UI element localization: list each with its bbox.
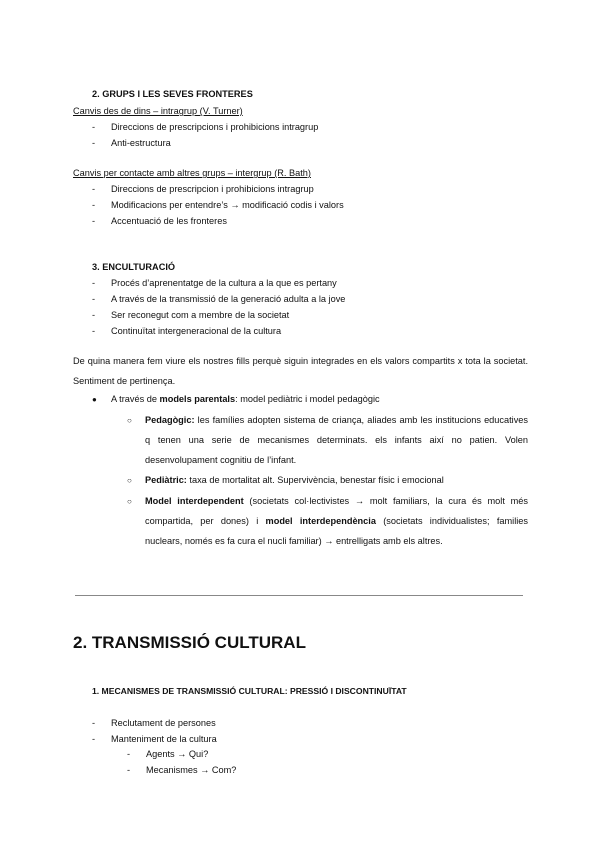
list-item-text: Reclutament de persones (111, 718, 216, 728)
circle-bullet-icon: ○ (127, 476, 132, 485)
dash-marker: - (127, 765, 131, 775)
sub-item-pediatric (145, 470, 528, 490)
list-item-text: Continuïtat intergeneracional de la cultura (111, 326, 282, 336)
section-heading-grups: 2. GRUPS I LES SEVES FRONTERES (92, 89, 253, 99)
list-item-text: Manteniment de la cultura (111, 734, 217, 744)
divider (75, 595, 523, 596)
bullet-icon: ● (92, 395, 97, 404)
dash-marker: - (92, 138, 96, 148)
section-heading-enculturacio: 3. ENCULTURACIÓ (92, 262, 176, 272)
list-item-text: A través de la transmissió de la generació adulta a la jove (111, 294, 346, 304)
list-item-text: Direccions de prescripcions i prohibicions intragrup (111, 122, 319, 132)
dash-marker: - (92, 200, 96, 210)
subtitle-intragrup: Canvis des de dins – intragrup (V. Turner) (73, 106, 243, 116)
sub-item-text: taxa de mortalitat alt. Supervivència, benestar físic i emocional (186, 475, 444, 485)
sub-item-text: (societats individualistes; families nuclears, només es fa cura el nucli familiar) → entrelligats amb els altres. (145, 516, 528, 546)
sub-item-text: les famílies adopten sistema de criança, aliades amb les institucions educatives q tenen una serie de mecanismes determinats. els infants així no patien. Volen desenvolupament cognitiu de l’infant. (145, 415, 528, 465)
section-heading-mecanismes: 1. MECANISMES DE TRANSMISSIÓ CULTURAL: PRESSIÓ I DISCONTINUÏTAT (92, 686, 407, 696)
chapter-title: 2. TRANSMISSIÓ CULTURAL (73, 633, 306, 652)
dash-marker: - (92, 310, 96, 320)
list-item-text: Direccions de prescripcion i prohibicions intragrup (111, 184, 314, 194)
sub-item-bold: Pedagògic: (145, 415, 195, 425)
subtitle-intergrup: Canvis per contacte amb altres grups – intergrup (R. Bath) (73, 168, 311, 178)
dash-marker: - (92, 294, 96, 304)
list-item-text: Modificacions per entendre’s → modificació codis i valors (111, 200, 344, 210)
dash-marker: - (127, 749, 131, 759)
list-item-text: Accentuació de les fronteres (111, 216, 227, 226)
list-item-text: Mecanismes → Com? (146, 765, 237, 775)
dash-marker: - (92, 718, 96, 728)
bullet-models-parentals (111, 394, 380, 404)
dash-marker: - (92, 216, 96, 226)
dash-marker: - (92, 278, 96, 288)
sub-item-pedagogic (145, 410, 528, 470)
paragraph: De quina manera fem viure els nostres fills perquè siguin integrades en els valors compartits x tota la societat. Sentiment de pertinença. (73, 356, 528, 386)
bullet-bold: models parentals (159, 394, 236, 404)
circle-bullet-icon: ○ (127, 416, 132, 425)
sub-item-model-interdependent (145, 491, 528, 551)
list-item-text: Ser reconegut com a membre de la societat (111, 310, 290, 320)
sub-item-bold: model interdependència (265, 516, 376, 526)
list-item-text: Anti-estructura (111, 138, 171, 148)
circle-bullet-icon: ○ (127, 497, 132, 506)
list-item-text: Procés d’aprenentatge de la cultura a la que es pertany (111, 278, 337, 288)
bullet-prefix: A través de (111, 394, 160, 404)
list-item-text: Agents → Qui? (146, 749, 209, 759)
dash-marker: - (92, 122, 96, 132)
sub-item-text: (societats col·lectivistes → molt familiars, la cura és molt més compartida, per dones) i (145, 496, 528, 526)
dash-marker: - (92, 184, 96, 194)
sub-item-bold: Pediàtric: (145, 475, 187, 485)
bullet-suffix: : model pediàtric i model pedagògic (235, 394, 380, 404)
dash-marker: - (92, 326, 96, 336)
sub-item-bold: Model interdependent (145, 496, 244, 506)
dash-marker: - (92, 734, 96, 744)
